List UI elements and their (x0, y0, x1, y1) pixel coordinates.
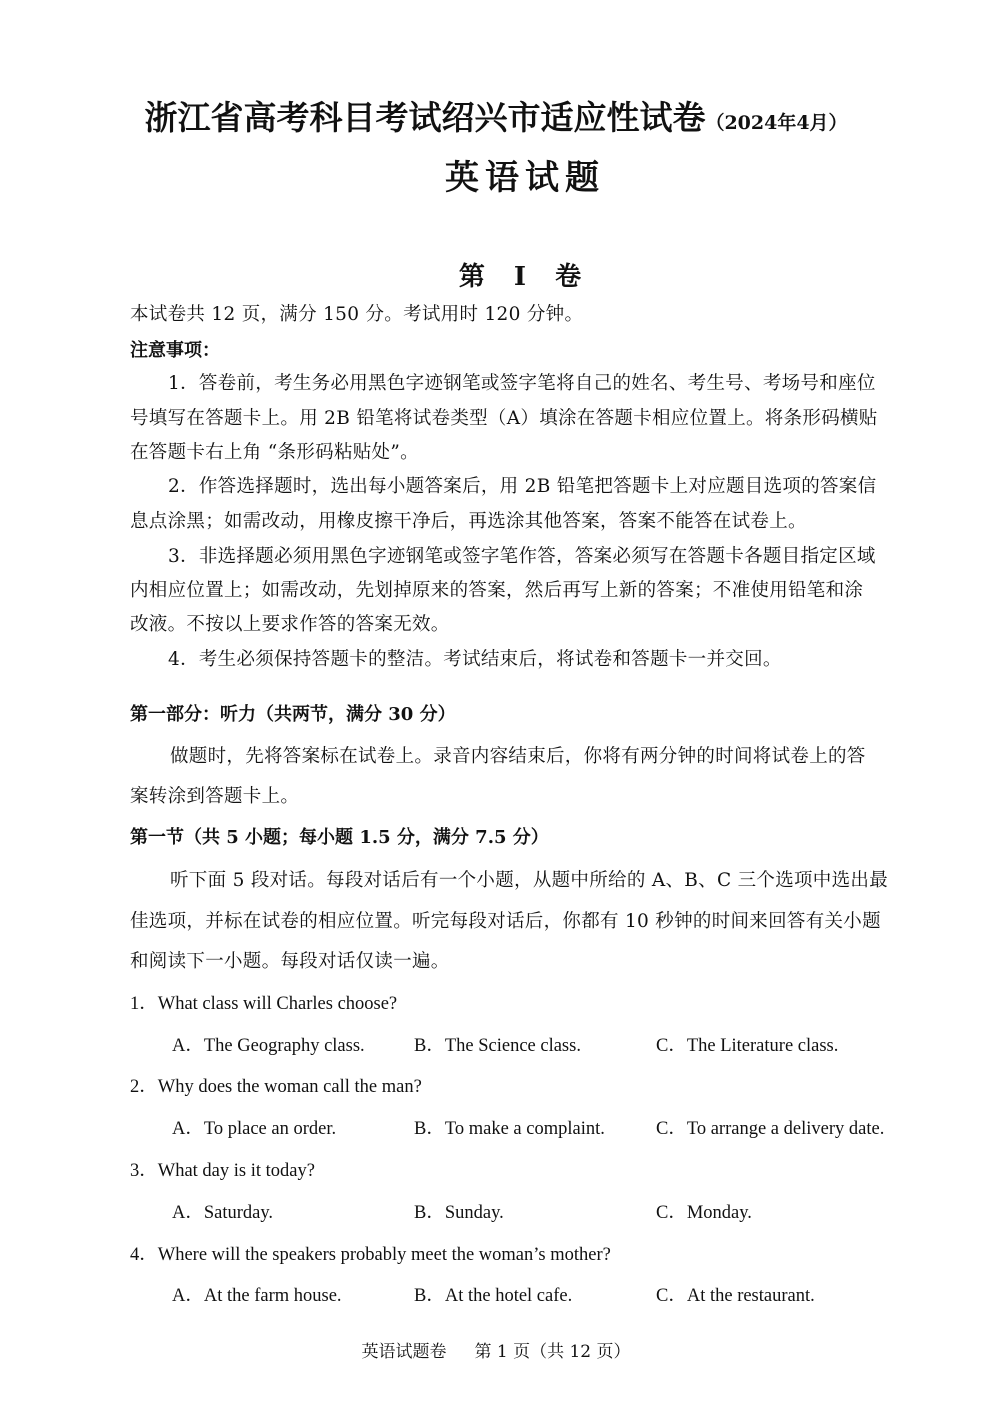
exam-date: （2024年4月） (705, 112, 848, 134)
notice-line: 改液。不按以上要求作答的答案无效。 (130, 614, 450, 635)
question-4: 4．Where will the speakers probably meet the woman’s mother? (130, 1245, 611, 1265)
part1-heading: 第一部分：听力（共两节，满分 30 分） (130, 704, 456, 725)
notice-line: 3．非选择题必须用黑色字迹钢笔或签字笔作答，答案必须写在答题卡各题目指定区域 (168, 546, 876, 567)
question-3-option-a: A．Saturday. (172, 1203, 274, 1223)
notice-heading: 注意事项： (130, 340, 220, 361)
exam-title (0, 92, 992, 139)
question-1-option-c: C．The Literature class. (656, 1036, 839, 1056)
notice-line: 息点涂黑；如需改动，用橡皮擦干净后，再选涂其他答案，答案不能答在试卷上。 (130, 511, 807, 532)
question-4-option-a: A．At the farm house. (172, 1286, 342, 1306)
notice-line: 1．答卷前，考生务必用黑色字迹钢笔或签字笔将自己的姓名、考生号、考场号和座位 (168, 373, 876, 394)
notice-line: 4．考生必须保持答题卡的整洁。考试结束后，将试卷和答题卡一并交回。 (168, 649, 782, 670)
page-footer (0, 1337, 992, 1362)
notice-line: 2．作答选择题时，选出每小题答案后，用 2B 铅笔把答题卡上对应题目选项的答案信 (168, 476, 877, 497)
volume-title: 第 I 卷 (458, 262, 592, 292)
question-2: 2．Why does the woman call the man? (130, 1077, 422, 1097)
part1-line: 做题时，先将答案标在试卷上。录音内容结束后，你将有两分钟的时间将试卷上的答 (170, 746, 866, 767)
question-1: 1．What class will Charles choose? (130, 994, 398, 1014)
section1-line: 和阅读下一小题。每段对话仅读一遍。 (130, 951, 450, 972)
notice-line: 号填写在答题卡上。用 2B 铅笔将试卷类型（A）填涂在答题卡相应位置上。将条形码横贴 (130, 408, 878, 429)
question-4-option-b: B．At the hotel cafe. (414, 1286, 573, 1306)
footer-paper-name: 英语试题卷 (361, 1342, 447, 1362)
question-4-option-c: C．At the restaurant. (656, 1286, 815, 1306)
question-3: 3．What day is it today? (130, 1161, 315, 1181)
section1-line: 听下面 5 段对话。每段对话后有一个小题，从题中所给的 A、B、C 三个选项中选出最 (170, 870, 889, 891)
notice-line: 在答题卡右上角 “条形码粘贴处”。 (130, 442, 419, 463)
section1-heading: 第一节（共 5 小题；每小题 1.5 分，满分 7.5 分） (130, 827, 549, 848)
question-1-option-a: A．The Geography class. (172, 1036, 365, 1056)
notice-line: 内相应位置上；如需改动，先划掉原来的答案，然后再写上新的答案；不准使用铅笔和涂 (130, 580, 864, 601)
exam-title-main: 浙江省高考科目考试绍兴市适应性试卷 (144, 98, 706, 137)
question-2-option-a: A．To place an order. (172, 1119, 337, 1139)
question-2-option-c: C．To arrange a delivery date. (656, 1119, 885, 1139)
part1-line: 案转涂到答题卡上。 (130, 786, 300, 807)
question-3-option-b: B．Sunday. (414, 1203, 504, 1223)
subject-title: 英语试题 (445, 158, 605, 198)
footer-page-number: 第 1 页（共 12 页） (474, 1342, 631, 1362)
question-3-option-c: C．Monday. (656, 1203, 752, 1223)
section1-line: 佳选项，并标在试卷的相应位置。听完每段对话后，你都有 10 秒钟的时间来回答有关小题 (130, 911, 881, 932)
exam-intro: 本试卷共 12 页，满分 150 分。考试用时 120 分钟。 (130, 304, 584, 325)
question-2-option-b: B．To make a complaint. (414, 1119, 605, 1139)
question-1-option-b: B．The Science class. (414, 1036, 581, 1056)
